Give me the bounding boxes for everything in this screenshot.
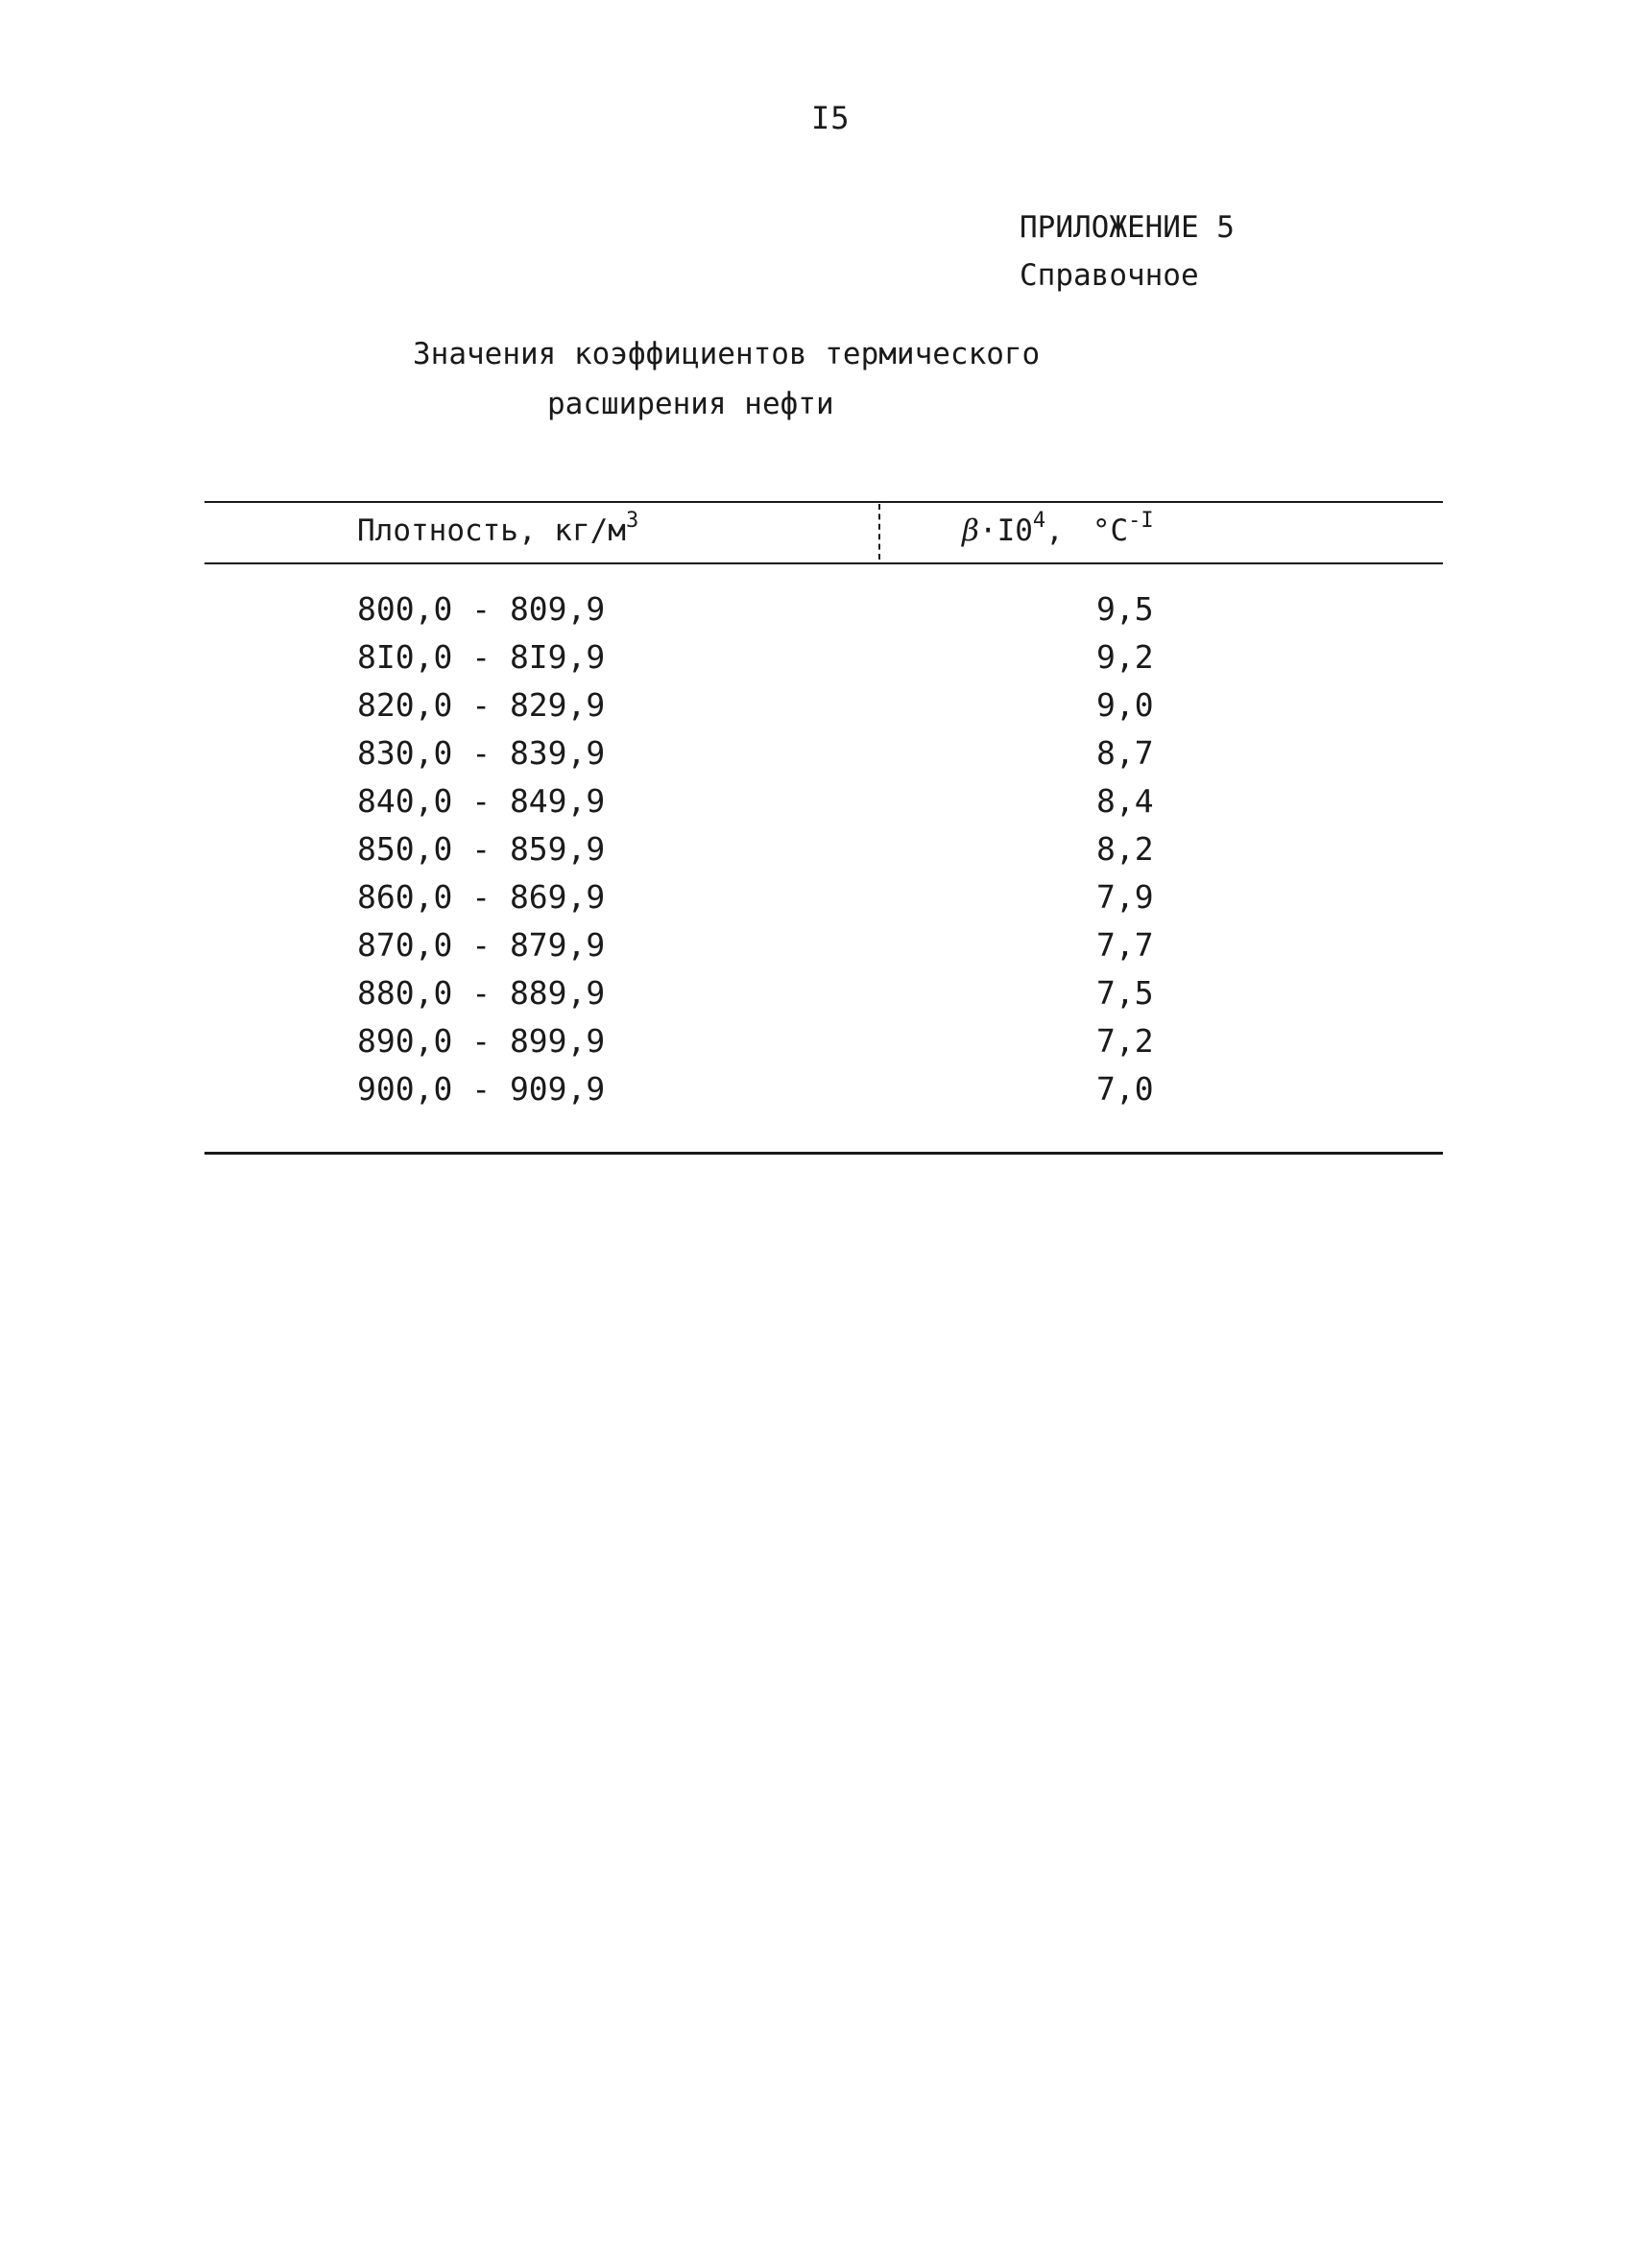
density-range: 900,0 - 909,9 bbox=[357, 1070, 606, 1108]
density-range: 800,0 - 809,9 bbox=[357, 590, 606, 628]
appendix-label: ПРИЛОЖЕНИЕ 5 bbox=[1020, 210, 1235, 245]
table-title-line2: расширения нефти bbox=[547, 387, 834, 421]
beta-unit-exponent: -I bbox=[1128, 509, 1154, 533]
beta-value: 7,0 bbox=[1096, 1070, 1154, 1108]
beta-value: 8,7 bbox=[1096, 734, 1154, 772]
beta-value: 7,2 bbox=[1096, 1022, 1154, 1060]
table-row bbox=[357, 777, 1221, 825]
beta-unit: °C bbox=[1092, 513, 1129, 548]
table-title-line1: Значения коэффициентов термического bbox=[413, 337, 1041, 371]
beta-value: 8,4 bbox=[1096, 782, 1154, 820]
beta-value: 7,7 bbox=[1096, 926, 1154, 964]
density-range: 870,0 - 879,9 bbox=[357, 926, 606, 964]
table-row bbox=[357, 921, 1221, 969]
table-row bbox=[357, 681, 1221, 729]
beta-symbol: β bbox=[962, 513, 979, 548]
beta-multiplier: ·I0 bbox=[978, 513, 1033, 548]
density-range: 860,0 - 869,9 bbox=[357, 878, 606, 916]
table-title bbox=[413, 329, 1040, 429]
page-number: I5 bbox=[811, 100, 851, 136]
table-row bbox=[357, 873, 1221, 921]
beta-value: 8,2 bbox=[1096, 830, 1154, 868]
beta-value: 7,9 bbox=[1096, 878, 1154, 916]
table-row bbox=[357, 633, 1221, 681]
table-row bbox=[357, 1017, 1221, 1065]
density-range: 820,0 - 829,9 bbox=[357, 686, 606, 724]
table-row bbox=[357, 825, 1221, 873]
density-range: 850,0 - 859,9 bbox=[357, 830, 606, 868]
density-header-exponent: 3 bbox=[625, 509, 639, 533]
column-header-density bbox=[357, 509, 638, 548]
table-row bbox=[357, 585, 1221, 633]
density-range: 880,0 - 889,9 bbox=[357, 974, 606, 1012]
beta-value: 7,5 bbox=[1096, 974, 1154, 1012]
table-row bbox=[357, 1065, 1221, 1113]
appendix-header bbox=[1020, 203, 1235, 299]
density-range: 830,0 - 839,9 bbox=[357, 734, 606, 772]
header-column-divider bbox=[878, 504, 880, 560]
beta-separator: , bbox=[1045, 513, 1064, 548]
density-header-text: Плотность, кг/м bbox=[357, 513, 626, 548]
table-row bbox=[357, 969, 1221, 1017]
appendix-type: Справочное bbox=[1020, 258, 1199, 293]
table-bottom-rule bbox=[204, 1152, 1443, 1155]
table-body bbox=[357, 585, 1221, 1113]
table-top-rule bbox=[204, 501, 1443, 503]
density-range: 840,0 - 849,9 bbox=[357, 782, 606, 820]
beta-value: 9,2 bbox=[1096, 638, 1154, 676]
density-range: 8I0,0 - 8I9,9 bbox=[357, 638, 606, 676]
table-header-rule bbox=[204, 562, 1443, 564]
density-range: 890,0 - 899,9 bbox=[357, 1022, 606, 1060]
beta-exponent: 4 bbox=[1032, 509, 1046, 533]
beta-value: 9,0 bbox=[1096, 686, 1154, 724]
column-header-beta bbox=[962, 509, 1154, 548]
table-row bbox=[357, 729, 1221, 777]
beta-value: 9,5 bbox=[1096, 590, 1154, 628]
